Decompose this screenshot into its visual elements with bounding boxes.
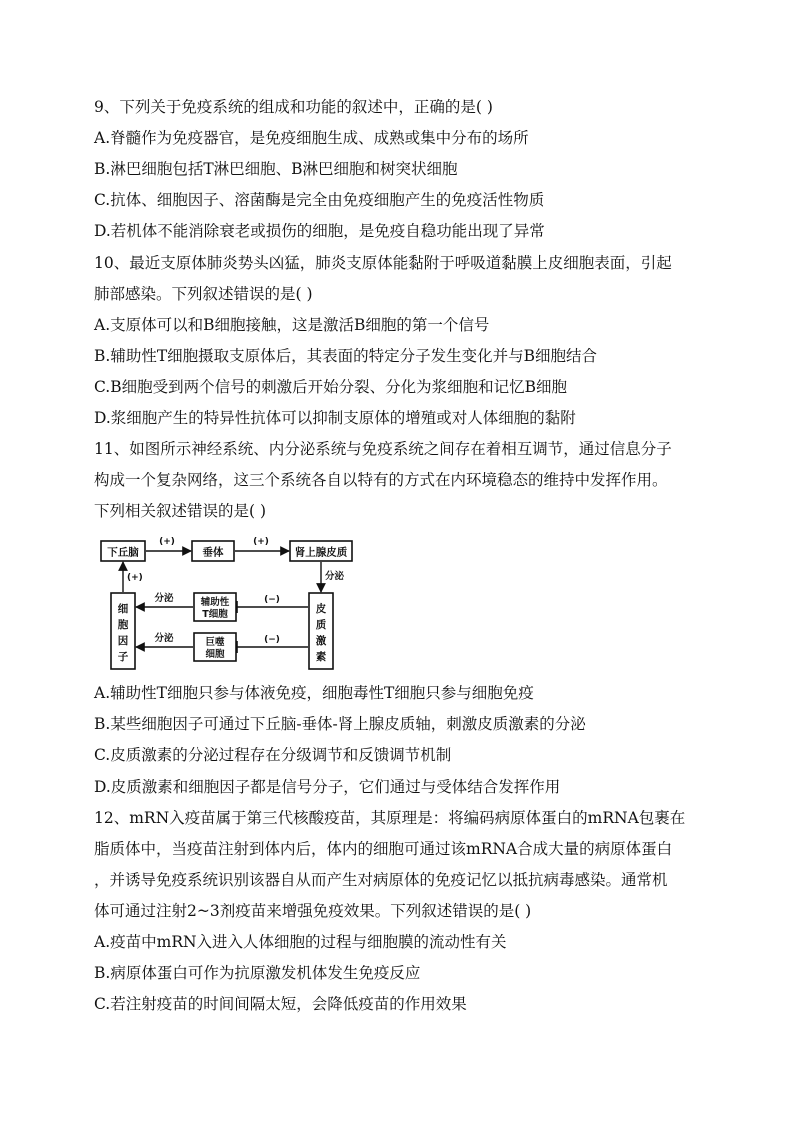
minus-label-2: (−) <box>264 635 280 645</box>
q12-stem-line-3: ，并诱导免疫系统识别该器自从而产生对病原体的免疫记忆以抵抗病毒感染。通常机 <box>94 871 668 889</box>
q11-option-d: D.皮质激素和细胞因子都是信号分子，它们通过与受体结合发挥作用 <box>94 778 561 796</box>
secrete-label-2: 分泌 <box>154 633 174 644</box>
q10-option-c: C.B细胞受到两个信号的刺激后开始分裂、分化为浆细胞和记忆B细胞 <box>94 378 568 396</box>
q11-stem-line-2: 构成一个复杂网络，这三个系统各自以特有的方式在内环境稳态的维持中发挥作用。 <box>94 471 668 489</box>
q10-option-a: A.支原体可以和B细胞接触，这是激活B细胞的第一个信号 <box>94 316 490 334</box>
cytokine-char-4: 子 <box>117 651 129 663</box>
secrete-label-1: 分泌 <box>154 593 174 604</box>
q9-option-c: C.抗体、细胞因子、溶菌酶是完全由免疫细胞产生的免疫活性物质 <box>94 191 545 209</box>
cortisol-char-3: 激 <box>315 635 327 647</box>
q10-stem-line-1: 10、最近支原体肺炎势头凶猛，肺炎支原体能黏附于呼吸道黏膜上皮细胞表面，引起 <box>94 254 672 272</box>
q12-option-a: A.疫苗中mRN入进入人体细胞的过程与细胞膜的流动性有关 <box>94 933 507 951</box>
q10-option-d: D.浆细胞产生的特异性抗体可以抑制支原体的增殖或对人体细胞的黏附 <box>94 409 576 427</box>
q11-option-b: B.某些细胞因子可通过下丘脑-垂体-肾上腺皮质轴，刺激皮质激素的分泌 <box>94 715 586 733</box>
q11-stem-line-3: 下列相关叙述错误的是( ) <box>94 502 267 520</box>
macrophage-label-2: 细胞 <box>205 649 225 660</box>
cortisol-char-4: 素 <box>315 651 327 663</box>
q10-stem-line-2: 肺部感染。下列叙述错误的是( ) <box>94 285 313 303</box>
q9-option-d: D.若机体不能消除衰老或损伤的细胞，是免疫自稳功能出现了异常 <box>94 222 545 240</box>
plus-label-3: (+) <box>127 573 143 583</box>
secrete-label-right: 分泌 <box>325 571 345 582</box>
adrenal-cortex-label: 肾上腺皮质 <box>294 546 348 559</box>
q12-stem-line-4: 体可通过注射2~3剂疫苗来增强免疫效果。下列叙述错误的是( ) <box>94 902 532 920</box>
q9-option-b: B.淋巴细胞包括T淋巴细胞、B淋巴细胞和树突状细胞 <box>94 160 458 178</box>
q11-option-a: A.辅助性T细胞只参与体液免疫，细胞毒性T细胞只参与细胞免疫 <box>94 684 534 702</box>
cytokine-char-3: 因 <box>117 635 129 647</box>
pituitary-label: 垂体 <box>202 546 224 559</box>
macrophage-label-1: 巨噬 <box>205 637 225 648</box>
q11-option-c: C.皮质激素的分泌过程存在分级调节和反馈调节机制 <box>94 746 452 764</box>
minus-label-1: (−) <box>264 595 280 605</box>
q9-option-a: A.脊髓作为免疫器官，是免疫细胞生成、成熟或集中分布的场所 <box>94 129 529 147</box>
helper-t-cell-label-1: 辅助性 <box>200 597 230 608</box>
plus-label-1: (+) <box>159 537 175 547</box>
q12-option-c: C.若注射疫苗的时间间隔太短，会降低疫苗的作用效果 <box>94 995 467 1013</box>
helper-t-cell-label-2: T细胞 <box>202 609 228 620</box>
cytokine-char-2: 胞 <box>117 619 129 631</box>
q11-stem-line-1: 11、如图所示神经系统、内分泌系统与免疫系统之间存在着相互调节，通过信息分子 <box>94 440 672 458</box>
q12-stem-line-2: 脂质体中，当疫苗注射到体内后，体内的细胞可通过该mRNA合成大量的病原体蛋白 <box>94 840 673 858</box>
q12-option-b: B.病原体蛋白可作为抗原激发机体发生免疫反应 <box>94 964 421 982</box>
q9-stem: 9、下列关于免疫系统的组成和功能的叙述中，正确的是( ) <box>94 98 493 116</box>
q10-option-b: B.辅助性T细胞摄取支原体后，其表面的特定分子发生变化并与B细胞结合 <box>94 347 598 365</box>
plus-label-2: (+) <box>253 537 269 547</box>
cortisol-char-1: 皮 <box>315 603 327 615</box>
q12-stem-line-1: 12、mRN入疫苗属于第三代核酸疫苗，其原理是：将编码病原体蛋白的mRNA包裹在 <box>94 809 686 827</box>
cortisol-char-2: 质 <box>315 619 327 631</box>
regulation-network-diagram <box>96 533 358 675</box>
hypothalamus-label: 下丘脑 <box>107 546 139 559</box>
cytokine-char-1: 细 <box>117 603 129 615</box>
